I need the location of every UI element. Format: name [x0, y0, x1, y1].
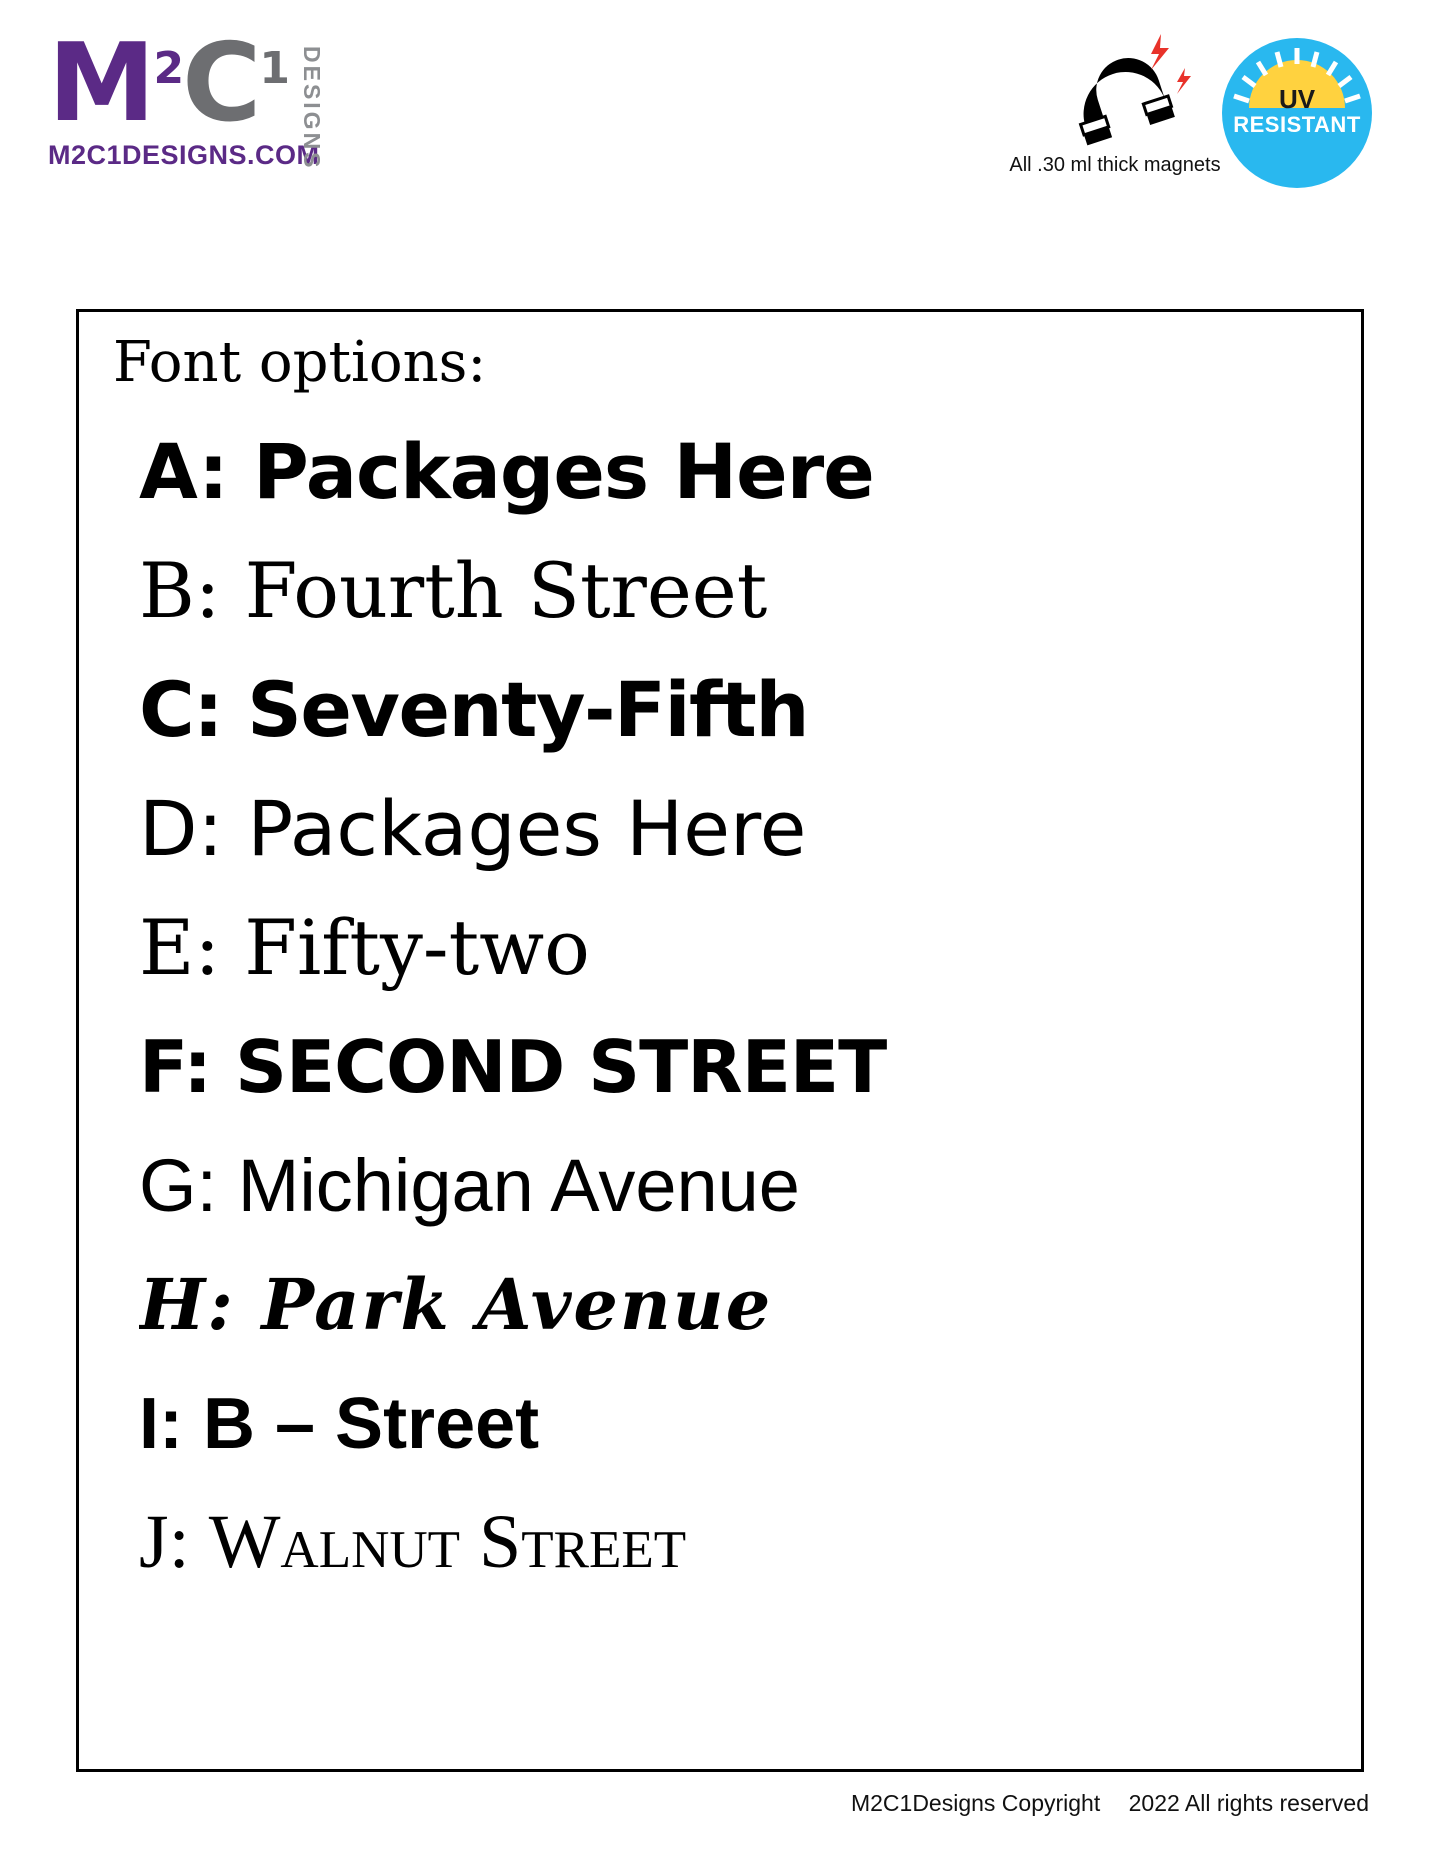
brand-logo[interactable] — [48, 21, 408, 171]
font-option-h[interactable] — [139, 1245, 1339, 1364]
uv-badge-icon — [1222, 38, 1400, 188]
font-option-f[interactable] — [139, 1007, 1339, 1126]
logo-letter-m: M — [48, 21, 154, 146]
footer-copyright: M2C1Designs Copyright — [850, 1790, 1101, 1816]
option-sample-g: Michigan Avenue — [237, 1144, 800, 1227]
font-option-c[interactable] — [139, 650, 1339, 769]
option-sample-c: Seventy-Fifth — [247, 665, 808, 754]
option-sample-h: Park Avenue — [261, 1263, 773, 1346]
font-options-panel — [76, 309, 1364, 1772]
magnet-caption: All .30 ml thick magnets — [1009, 154, 1221, 176]
option-label-c: C: — [139, 665, 223, 754]
uv-label-secondary: RESISTANT — [1233, 112, 1361, 137]
font-option-g[interactable] — [139, 1126, 1339, 1245]
uv-resistant-badge — [1222, 38, 1400, 188]
font-option-b[interactable] — [139, 531, 1339, 650]
font-option-list — [139, 412, 1339, 1602]
logo-website-url: M2C1DESIGNS.COM — [48, 140, 320, 170]
font-option-a[interactable] — [139, 412, 1339, 531]
logo-superscript-2: 2 — [153, 43, 183, 94]
option-label-d: D: — [139, 784, 224, 873]
panel-title: Font options: — [113, 330, 487, 395]
uv-label-primary: UV — [1278, 84, 1316, 114]
option-sample-i: B – Street — [203, 1383, 540, 1464]
font-option-e[interactable] — [139, 888, 1339, 1007]
logo-superscript-1: 1 — [259, 43, 288, 94]
option-sample-f: SECOND STREET — [235, 1024, 887, 1109]
logo-letter-c: C — [182, 21, 260, 146]
option-sample-e: Fifty-two — [244, 903, 590, 992]
option-sample-a: Packages Here — [253, 427, 874, 516]
option-label-h: H: — [139, 1263, 235, 1346]
font-option-i[interactable] — [139, 1364, 1339, 1483]
option-label-f: F: — [139, 1024, 212, 1109]
option-label-g: G: — [139, 1144, 218, 1227]
page-header — [0, 0, 1445, 250]
option-label-j: J: — [139, 1500, 190, 1584]
option-label-a: A: — [139, 427, 228, 516]
magnet-badge — [990, 28, 1240, 177]
font-option-j[interactable] — [139, 1483, 1339, 1602]
magnet-icon — [1035, 28, 1195, 148]
logo-designs-word: DESIGNS — [299, 46, 325, 171]
page-footer — [0, 1790, 1445, 1817]
footer-rights: 2022 All rights reserved — [1128, 1790, 1369, 1816]
option-sample-j: Walnut Street — [208, 1500, 687, 1584]
font-option-d[interactable] — [139, 769, 1339, 888]
option-sample-d: Packages Here — [247, 784, 807, 873]
option-label-b: B: — [139, 546, 221, 635]
option-label-i: I: — [139, 1383, 183, 1464]
option-sample-b: Fourth Street — [244, 546, 768, 635]
option-label-e: E: — [139, 903, 221, 992]
